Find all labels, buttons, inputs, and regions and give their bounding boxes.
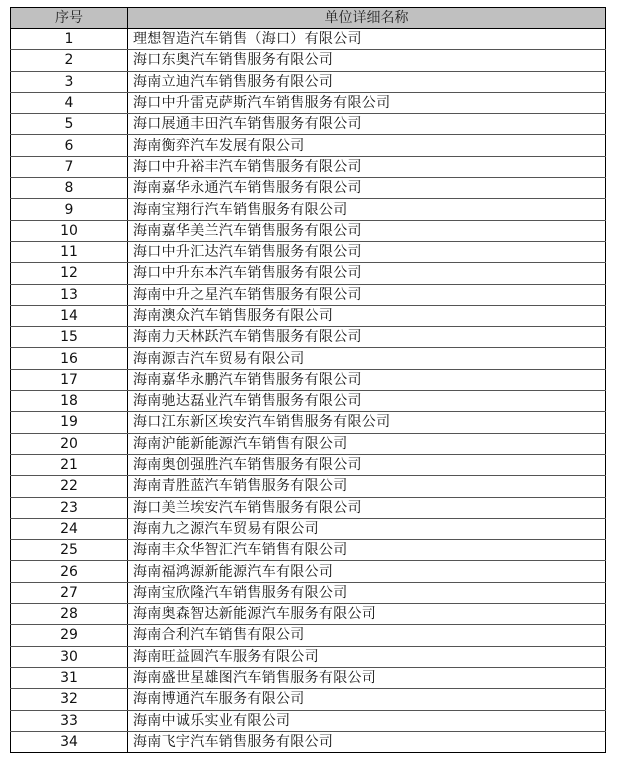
- row-index: 20: [11, 433, 128, 454]
- row-company-name: 海南嘉华永通汽车销售服务有限公司: [128, 178, 606, 199]
- table-row: [11, 29, 606, 50]
- row-index: 10: [11, 220, 128, 241]
- row-index: 24: [11, 518, 128, 539]
- row-index: 13: [11, 284, 128, 305]
- table-row: [11, 625, 606, 646]
- row-index: 11: [11, 241, 128, 262]
- table-row: [11, 369, 606, 390]
- row-index: 25: [11, 540, 128, 561]
- row-company-name: 海南盛世星雄图汽车销售服务有限公司: [128, 667, 606, 688]
- table-row: [11, 156, 606, 177]
- row-company-name: 海南旺益圆汽车服务有限公司: [128, 646, 606, 667]
- row-index: 17: [11, 369, 128, 390]
- row-index: 7: [11, 156, 128, 177]
- row-index: 29: [11, 625, 128, 646]
- table-row: [11, 220, 606, 241]
- row-company-name: 海口江东新区埃安汽车销售服务有限公司: [128, 412, 606, 433]
- row-company-name: 海南中升之星汽车销售服务有限公司: [128, 284, 606, 305]
- table-row: [11, 135, 606, 156]
- table-row: [11, 433, 606, 454]
- row-index: 9: [11, 199, 128, 220]
- table-row: [11, 348, 606, 369]
- row-company-name: 海南中诚乐实业有限公司: [128, 710, 606, 731]
- table-row: [11, 71, 606, 92]
- row-index: 15: [11, 327, 128, 348]
- row-index: 2: [11, 50, 128, 71]
- row-company-name: 海南青胜蓝汽车销售服务有限公司: [128, 476, 606, 497]
- table-row: [11, 540, 606, 561]
- row-index: 14: [11, 305, 128, 326]
- table-row: [11, 263, 606, 284]
- row-company-name: 海南力天林跃汽车销售服务有限公司: [128, 327, 606, 348]
- table-row: [11, 497, 606, 518]
- row-company-name: 海口中升雷克萨斯汽车销售服务有限公司: [128, 92, 606, 113]
- row-company-name: 海口中升汇达汽车销售服务有限公司: [128, 241, 606, 262]
- table-body: [11, 29, 606, 753]
- table-row: [11, 710, 606, 731]
- table-row: [11, 114, 606, 135]
- table-row: [11, 561, 606, 582]
- table-row: [11, 689, 606, 710]
- table-row: [11, 92, 606, 113]
- table-row: [11, 327, 606, 348]
- table-row: [11, 412, 606, 433]
- table-row: [11, 178, 606, 199]
- row-company-name: 海南博通汽车服务有限公司: [128, 689, 606, 710]
- row-index: 1: [11, 29, 128, 50]
- row-company-name: 海南立迪汽车销售服务有限公司: [128, 71, 606, 92]
- row-company-name: 海南合利汽车销售有限公司: [128, 625, 606, 646]
- row-company-name: 海南奥森智达新能源汽车服务有限公司: [128, 604, 606, 625]
- row-company-name: 海南嘉华美兰汽车销售服务有限公司: [128, 220, 606, 241]
- row-index: 23: [11, 497, 128, 518]
- row-index: 6: [11, 135, 128, 156]
- row-company-name: 海南嘉华永鹏汽车销售服务有限公司: [128, 369, 606, 390]
- table-row: [11, 646, 606, 667]
- table-row: [11, 454, 606, 475]
- row-company-name: 海口美兰埃安汽车销售服务有限公司: [128, 497, 606, 518]
- company-list-table: [10, 7, 606, 753]
- row-company-name: 海南宝翔行汽车销售服务有限公司: [128, 199, 606, 220]
- row-index: 18: [11, 391, 128, 412]
- table-row: [11, 284, 606, 305]
- row-company-name: 海南九之源汽车贸易有限公司: [128, 518, 606, 539]
- row-company-name: 海南沪能新能源汽车销售有限公司: [128, 433, 606, 454]
- row-index: 5: [11, 114, 128, 135]
- row-company-name: 海口中升东本汽车销售服务有限公司: [128, 263, 606, 284]
- row-company-name: 海南福鸿源新能源汽车有限公司: [128, 561, 606, 582]
- row-index: 31: [11, 667, 128, 688]
- row-company-name: 海口东奥汽车销售服务有限公司: [128, 50, 606, 71]
- table-row: [11, 476, 606, 497]
- row-index: 12: [11, 263, 128, 284]
- row-company-name: 海口展通丰田汽车销售服务有限公司: [128, 114, 606, 135]
- header-index: 序号: [11, 8, 128, 29]
- row-company-name: 海口中升裕丰汽车销售服务有限公司: [128, 156, 606, 177]
- row-company-name: 海南飞宇汽车销售服务有限公司: [128, 731, 606, 752]
- row-index: 27: [11, 582, 128, 603]
- row-company-name: 海南丰众华智汇汽车销售有限公司: [128, 540, 606, 561]
- row-index: 8: [11, 178, 128, 199]
- table-row: [11, 199, 606, 220]
- row-index: 21: [11, 454, 128, 475]
- table-row: [11, 391, 606, 412]
- row-company-name: 海南宝欣隆汽车销售服务有限公司: [128, 582, 606, 603]
- row-index: 33: [11, 710, 128, 731]
- table-row: [11, 604, 606, 625]
- row-index: 30: [11, 646, 128, 667]
- table-row: [11, 582, 606, 603]
- row-index: 22: [11, 476, 128, 497]
- row-index: 28: [11, 604, 128, 625]
- header-company-name: 单位详细名称: [128, 8, 606, 29]
- row-index: 19: [11, 412, 128, 433]
- row-index: 4: [11, 92, 128, 113]
- row-index: 16: [11, 348, 128, 369]
- table-row: [11, 667, 606, 688]
- row-company-name: 理想智造汽车销售（海口）有限公司: [128, 29, 606, 50]
- table-row: [11, 241, 606, 262]
- row-company-name: 海南衡弈汽车发展有限公司: [128, 135, 606, 156]
- row-index: 26: [11, 561, 128, 582]
- row-index: 32: [11, 689, 128, 710]
- table-row: [11, 731, 606, 752]
- row-company-name: 海南奥创强胜汽车销售服务有限公司: [128, 454, 606, 475]
- row-company-name: 海南驰达磊业汽车销售服务有限公司: [128, 391, 606, 412]
- row-index: 34: [11, 731, 128, 752]
- row-company-name: 海南源吉汽车贸易有限公司: [128, 348, 606, 369]
- table-row: [11, 518, 606, 539]
- table-row: [11, 50, 606, 71]
- table-row: [11, 305, 606, 326]
- row-index: 3: [11, 71, 128, 92]
- table-header-row: [11, 8, 606, 29]
- row-company-name: 海南澳众汽车销售服务有限公司: [128, 305, 606, 326]
